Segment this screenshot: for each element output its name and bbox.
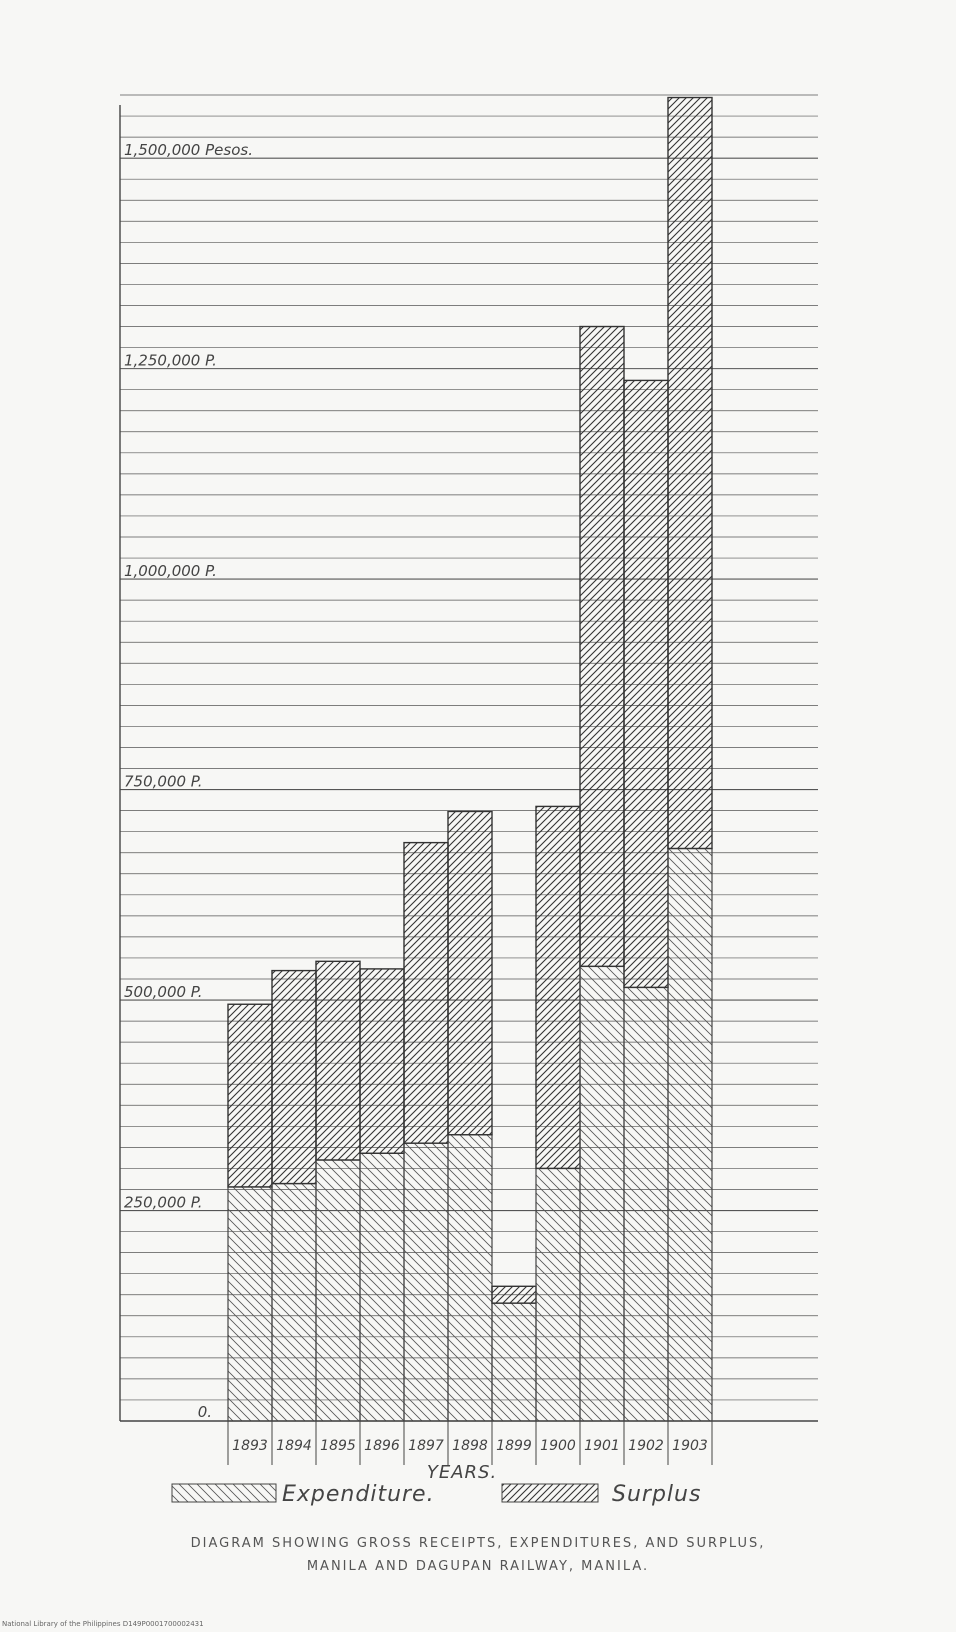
bar-expenditure-1903 [668,849,712,1421]
x-tick-label-1900: 1900 [540,1438,576,1454]
x-tick-label-1899: 1899 [496,1438,532,1454]
legend-swatch-surplus [502,1484,598,1502]
bar-surplus-1897 [404,843,448,1144]
chart-subtitle: MANILA AND DAGUPAN RAILWAY, MANILA. [306,1559,650,1574]
x-tick-label-1903: 1903 [672,1438,708,1454]
bar-surplus-1896 [360,969,404,1153]
y-tick-label: 1,250,000 P. [124,351,217,370]
x-tick-label-1895: 1895 [320,1438,356,1454]
bar-surplus-1893 [228,1004,272,1187]
bar-expenditure-1895 [316,1160,360,1421]
y-tick-label: 250,000 P. [124,1193,203,1212]
bar-surplus-1898 [448,811,492,1134]
bar-surplus-1903 [668,98,712,849]
y-tick-label: 1,500,000 Pesos. [124,141,253,160]
legend [172,1482,701,1507]
footer-note: National Library of the Philippines D149P0001700002431 [2,1620,204,1628]
bar-expenditure-1894 [272,1184,316,1421]
bar-expenditure-1893 [228,1187,272,1421]
bars [228,98,712,1421]
x-axis-title: YEARS. [426,1462,498,1483]
legend-label-expenditure: Expenditure. [282,1482,435,1507]
legend-label-surplus: Surplus [612,1482,702,1507]
bar-surplus-1899 [492,1286,536,1303]
bar-expenditure-1898 [448,1135,492,1421]
y-tick-label: 1,000,000 P. [124,562,217,581]
x-tick-label-1894: 1894 [276,1438,312,1454]
y-tick-label: 500,000 P. [124,983,203,1002]
bar-surplus-1902 [624,380,668,987]
x-tick-label-1898: 1898 [452,1438,488,1454]
x-tick-label-1901: 1901 [584,1438,620,1454]
bar-expenditure-1900 [536,1168,580,1421]
x-tick-label-1897: 1897 [408,1438,444,1454]
bar-surplus-1894 [272,971,316,1184]
bar-expenditure-1897 [404,1143,448,1421]
x-axis-ticks [228,1421,712,1465]
x-tick-label-1902: 1902 [628,1438,664,1454]
bar-expenditure-1899 [492,1303,536,1421]
bar-expenditure-1901 [580,966,624,1421]
bar-expenditure-1902 [624,987,668,1421]
x-tick-label-1896: 1896 [364,1438,400,1454]
y-tick-label: 0. [197,1403,212,1421]
bar-surplus-1895 [316,961,360,1160]
bar-surplus-1901 [580,327,624,967]
bar-surplus-1900 [536,806,580,1168]
legend-swatch-expenditure [172,1484,276,1502]
x-tick-label-1893: 1893 [232,1438,268,1454]
y-tick-label: 750,000 P. [124,772,203,791]
chart-title: DIAGRAM SHOWING GROSS RECEIPTS, EXPENDITURES, AND SURPLUS, [190,1536,766,1551]
bar-expenditure-1896 [360,1153,404,1421]
